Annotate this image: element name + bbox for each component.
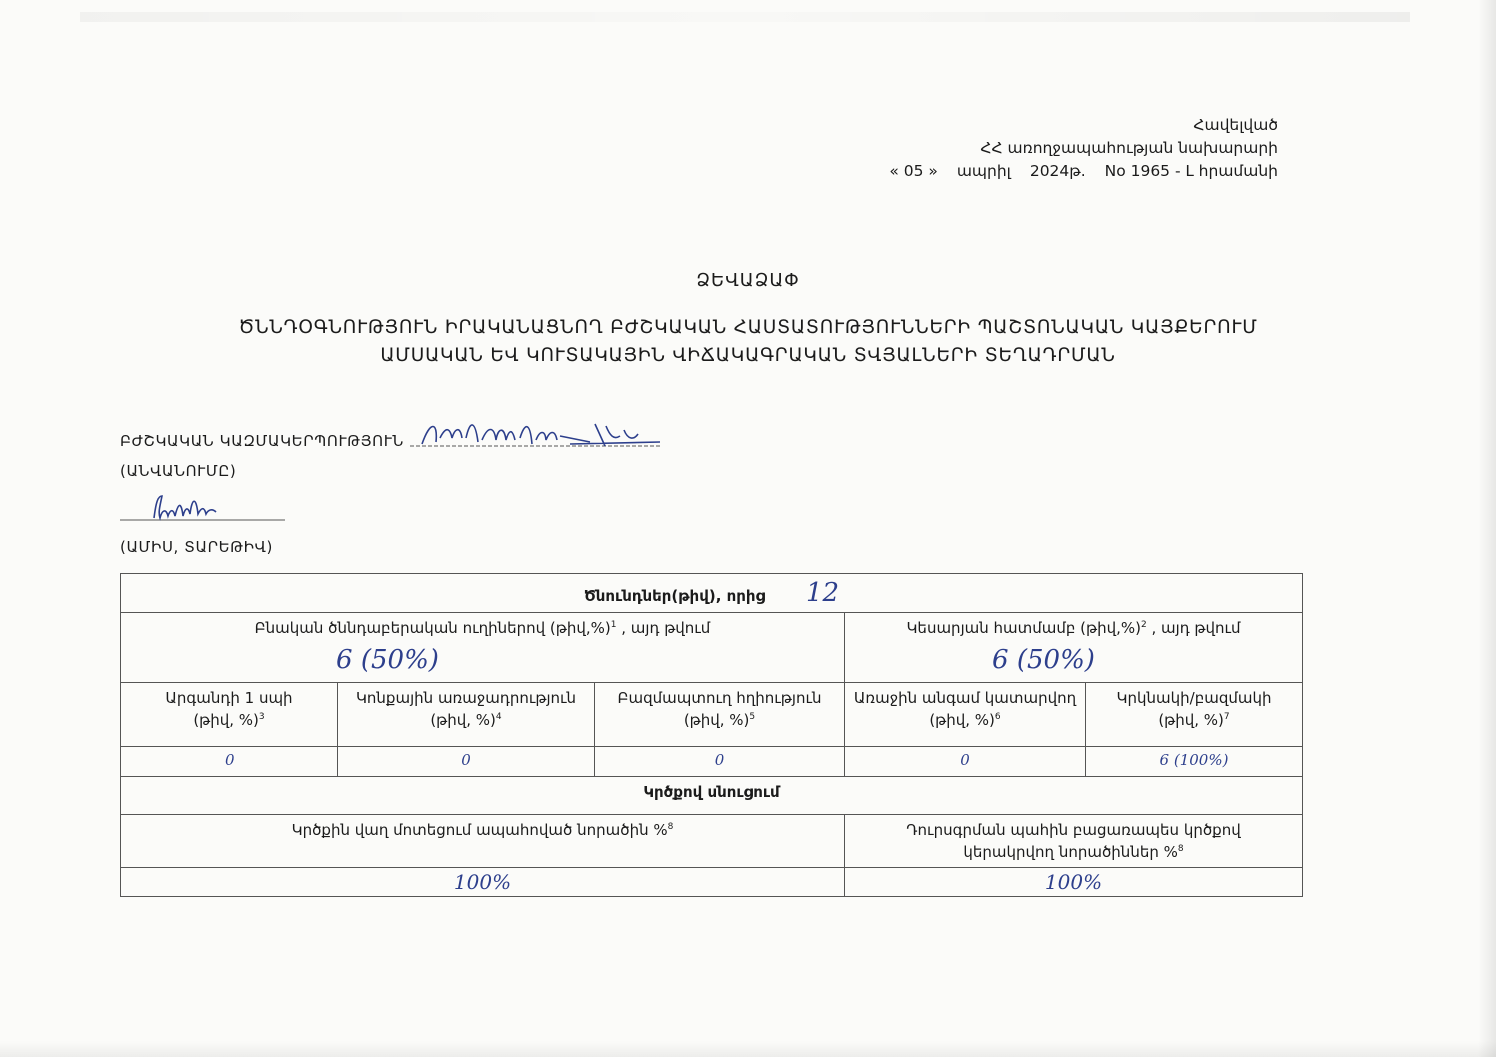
footnote-marker: 2 xyxy=(1140,620,1147,630)
organization-row xyxy=(120,424,660,450)
exclusive-label-line-2 xyxy=(851,841,1296,863)
exclusive-value: 100% xyxy=(845,868,1303,897)
statistics-table xyxy=(120,573,1303,897)
births-row xyxy=(121,574,1303,613)
cesarean-header xyxy=(851,617,1296,639)
scan-shadow-top xyxy=(80,12,1410,22)
delivery-type-row xyxy=(121,613,1303,683)
column-header xyxy=(595,683,845,747)
early-contact-label: Կրծքին վաղ մոտեցում ապահոված նորածին % xyxy=(291,821,668,839)
value-cell: 0 xyxy=(845,747,1086,777)
approval-year: 2024թ. xyxy=(1029,162,1086,180)
approval-number: No 1965 - Լ հրամանի xyxy=(1104,162,1278,180)
natural-delivery-label: Բնական ծննդաբերական ուղիներով (թիվ,%) xyxy=(254,619,611,637)
period-caption: (ԱՄԻՍ, ՏԱՐԵԹԻՎ) xyxy=(120,538,273,556)
column-header-unit xyxy=(344,709,588,731)
period-handwriting xyxy=(120,492,285,522)
column-header xyxy=(121,683,338,747)
indication-values-row xyxy=(121,747,1303,777)
natural-delivery-header xyxy=(127,617,838,639)
approval-month: ապրիլ xyxy=(956,162,1011,180)
organization-signature-line xyxy=(410,424,660,450)
footnote-marker: 7 xyxy=(1223,712,1230,722)
approval-day: « 05 » xyxy=(889,162,938,180)
exclusive-label-line-1: Դուրսգրման պահին բացառապես կրծքով xyxy=(906,821,1241,839)
footnote-marker: 8 xyxy=(667,822,674,832)
heading-line-1: ԾՆՆԴՕԳՆՈՒԹՅՈՒՆ ԻՐԱԿԱՆԱՑՆՈՂ ԲԺՇԿԱԿԱՆ ՀԱՍՏԱՏՈՒԹՅՈՒՆՆԵՐԻ ՊԱՇՏՈՆԱԿԱՆ ԿԱՅՔԵՐՈՒՄ xyxy=(238,317,1258,338)
cesarean-value: 6 (50%) xyxy=(992,645,1095,675)
natural-delivery-value: 6 (50%) xyxy=(336,645,439,675)
footnote-marker: 1 xyxy=(610,620,617,630)
footnote-marker: 5 xyxy=(749,712,756,722)
scan-shadow-bottom xyxy=(0,1041,1496,1057)
breastfeeding-header-row xyxy=(121,815,1303,868)
breastfeeding-row xyxy=(121,777,1303,815)
births-label: Ծնունդներ(թիվ), որից xyxy=(583,587,766,605)
column-header-line: Կրկնակի/բազմակի xyxy=(1116,689,1272,707)
cesarean-cell xyxy=(845,613,1303,683)
approval-line-1: Հավելված xyxy=(1193,116,1278,134)
unit-text: (թիվ, %) xyxy=(929,711,995,729)
column-header xyxy=(338,683,595,747)
exclusive-label-text: կերակրվող նորածիններ % xyxy=(963,843,1178,861)
births-value: 12 xyxy=(805,578,840,608)
footnote-marker: 6 xyxy=(994,712,1001,722)
organization-name-caption: (ԱՆՎԱՆՈՒՄԸ) xyxy=(120,462,237,480)
breastfeeding-label: Կրծքով սնուցում xyxy=(121,777,1303,815)
births-cell xyxy=(121,574,1303,613)
footnote-marker: 4 xyxy=(495,712,502,722)
breastfeeding-values-row xyxy=(121,868,1303,897)
approval-line-2: ՀՀ առողջապահության նախարարի xyxy=(980,139,1278,157)
column-header-line: Առաջին անգամ կատարվող xyxy=(853,689,1077,707)
column-header xyxy=(845,683,1086,747)
cesarean-suffix: , այդ թվում xyxy=(1151,619,1241,637)
value-cell: 6 (100%) xyxy=(1086,747,1303,777)
column-header-line: Կոնքային առաջադրություն xyxy=(355,689,577,707)
value-cell: 0 xyxy=(338,747,595,777)
handwritten-month xyxy=(154,496,216,518)
value-cell: 0 xyxy=(595,747,845,777)
column-header xyxy=(1086,683,1303,747)
natural-delivery-cell xyxy=(121,613,845,683)
approval-order-line xyxy=(889,160,1278,183)
form-title: ՁԵՎԱՁԱՓ xyxy=(696,270,800,291)
handwritten-organization-name xyxy=(422,424,660,446)
period-signature-line xyxy=(120,492,285,522)
scan-shadow-right xyxy=(1478,0,1496,1057)
unit-text: (թիվ, %) xyxy=(193,711,259,729)
exclusive-header xyxy=(845,815,1303,868)
document-heading xyxy=(0,314,1496,370)
unit-text: (թիվ, %) xyxy=(430,711,496,729)
approval-block xyxy=(889,114,1278,183)
organization-label: ԲԺՇԿԱԿԱՆ ԿԱԶՄԱԿԵՐՊՈՒԹՅՈՒՆ xyxy=(120,432,404,450)
unit-text: (թիվ, %) xyxy=(683,711,750,729)
column-header-unit xyxy=(851,709,1079,731)
indication-header-row xyxy=(121,683,1303,747)
unit-text: (թիվ, %) xyxy=(1158,711,1224,729)
column-header-line: Բազմապտուղ հղիություն xyxy=(617,689,822,707)
footnote-marker: 8 xyxy=(1177,844,1184,854)
column-header-unit xyxy=(127,709,331,731)
column-header-line: Արգանդի 1 սպի xyxy=(165,689,293,707)
footnote-marker: 3 xyxy=(258,712,265,722)
early-contact-value: 100% xyxy=(121,868,845,897)
organization-handwriting xyxy=(410,416,660,450)
value-cell: 0 xyxy=(121,747,338,777)
early-contact-header xyxy=(121,815,845,868)
column-header-unit xyxy=(601,709,838,731)
natural-delivery-suffix: , այդ թվում xyxy=(621,619,711,637)
cesarean-label: Կեսարյան հատմամբ (թիվ,%) xyxy=(906,619,1141,637)
column-header-unit xyxy=(1092,709,1296,731)
heading-line-2: ԱՄՍԱԿԱՆ ԵՎ ԿՈՒՏԱԿԱՅԻՆ ՎԻՃԱԿԱԳՐԱԿԱՆ ՏՎՅԱԼՆԵՐԻ ՏԵՂԱԴՐՄԱՆ xyxy=(380,345,1116,366)
